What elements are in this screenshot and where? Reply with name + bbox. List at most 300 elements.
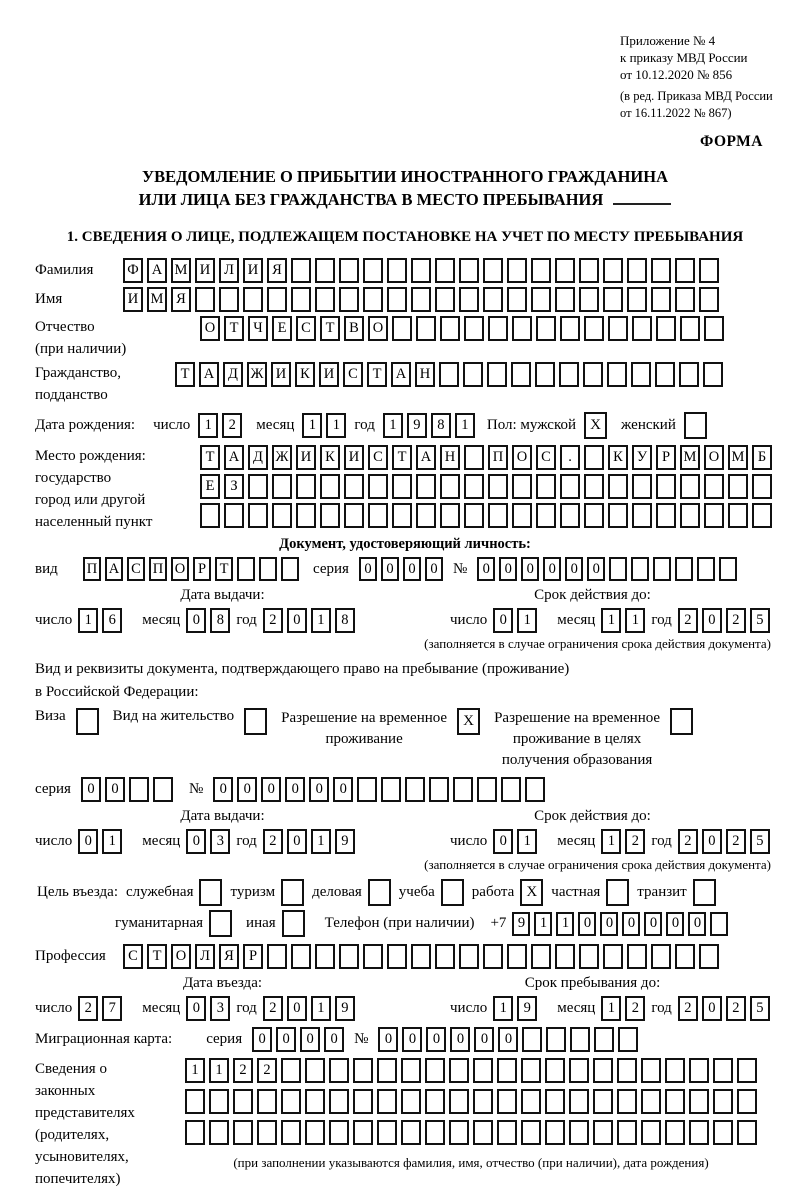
- char-cell[interactable]: 0: [493, 608, 513, 633]
- char-cell[interactable]: [641, 1089, 661, 1114]
- char-cell[interactable]: 0: [378, 1027, 398, 1052]
- char-cell[interactable]: 1: [198, 413, 218, 438]
- char-cell[interactable]: 1: [601, 608, 621, 633]
- char-cell[interactable]: [237, 557, 255, 581]
- char-cell[interactable]: [440, 503, 460, 528]
- char-cell[interactable]: М: [728, 445, 748, 470]
- char-cell[interactable]: [545, 1120, 565, 1145]
- char-cell[interactable]: [291, 287, 311, 312]
- char-cell[interactable]: Е: [272, 316, 292, 341]
- char-cell[interactable]: [272, 474, 292, 499]
- char-cell[interactable]: Б: [752, 445, 772, 470]
- char-cell[interactable]: П: [149, 557, 167, 581]
- char-cell[interactable]: 7: [102, 996, 122, 1021]
- char-cell[interactable]: 0: [666, 912, 684, 936]
- char-cell[interactable]: [453, 777, 473, 802]
- char-cell[interactable]: 9: [335, 996, 355, 1021]
- char-cell[interactable]: [627, 287, 647, 312]
- purpose-transit-checkbox[interactable]: [693, 879, 716, 906]
- char-cell[interactable]: [603, 258, 623, 283]
- char-cell[interactable]: [531, 944, 551, 969]
- char-cell[interactable]: [405, 777, 425, 802]
- char-cell[interactable]: [719, 557, 737, 581]
- char-cell[interactable]: 8: [335, 608, 355, 633]
- char-cell[interactable]: [392, 316, 412, 341]
- char-cell[interactable]: 0: [543, 557, 561, 581]
- temporary-residence-education-checkbox[interactable]: [670, 708, 693, 735]
- char-cell[interactable]: [344, 503, 364, 528]
- char-cell[interactable]: 0: [425, 557, 443, 581]
- char-cell[interactable]: [477, 777, 497, 802]
- char-cell[interactable]: Н: [415, 362, 435, 387]
- char-cell[interactable]: [281, 1089, 301, 1114]
- char-cell[interactable]: [153, 777, 173, 802]
- char-cell[interactable]: 1: [601, 829, 621, 854]
- char-cell[interactable]: [329, 1120, 349, 1145]
- char-cell[interactable]: [656, 474, 676, 499]
- char-cell[interactable]: [429, 777, 449, 802]
- char-cell[interactable]: [656, 316, 676, 341]
- char-cell[interactable]: К: [320, 445, 340, 470]
- char-cell[interactable]: 2: [625, 996, 645, 1021]
- char-cell[interactable]: [593, 1120, 613, 1145]
- char-cell[interactable]: [631, 557, 649, 581]
- char-cell[interactable]: 5: [750, 829, 770, 854]
- char-cell[interactable]: [555, 258, 575, 283]
- char-cell[interactable]: Т: [215, 557, 233, 581]
- char-cell[interactable]: [728, 474, 748, 499]
- char-cell[interactable]: Р: [193, 557, 211, 581]
- char-cell[interactable]: [559, 362, 579, 387]
- char-cell[interactable]: [416, 474, 436, 499]
- char-cell[interactable]: [416, 503, 436, 528]
- char-cell[interactable]: [651, 258, 671, 283]
- char-cell[interactable]: З: [224, 474, 244, 499]
- char-cell[interactable]: [387, 258, 407, 283]
- char-cell[interactable]: [425, 1120, 445, 1145]
- char-cell[interactable]: [464, 445, 484, 470]
- char-cell[interactable]: [219, 287, 239, 312]
- char-cell[interactable]: [608, 503, 628, 528]
- char-cell[interactable]: Ж: [272, 445, 292, 470]
- char-cell[interactable]: [449, 1120, 469, 1145]
- char-cell[interactable]: [545, 1058, 565, 1083]
- char-cell[interactable]: [353, 1089, 373, 1114]
- char-cell[interactable]: 1: [493, 996, 513, 1021]
- char-cell[interactable]: [200, 503, 220, 528]
- char-cell[interactable]: 0: [498, 1027, 518, 1052]
- char-cell[interactable]: Ч: [248, 316, 268, 341]
- char-cell[interactable]: [315, 258, 335, 283]
- char-cell[interactable]: 0: [702, 829, 722, 854]
- char-cell[interactable]: [440, 474, 460, 499]
- male-checkbox[interactable]: X: [584, 412, 607, 439]
- char-cell[interactable]: [641, 1058, 661, 1083]
- char-cell[interactable]: Я: [267, 258, 287, 283]
- char-cell[interactable]: [536, 316, 556, 341]
- char-cell[interactable]: [618, 1027, 638, 1052]
- char-cell[interactable]: [439, 362, 459, 387]
- purpose-private-checkbox[interactable]: [606, 879, 629, 906]
- char-cell[interactable]: [272, 503, 292, 528]
- char-cell[interactable]: 2: [726, 829, 746, 854]
- char-cell[interactable]: 2: [257, 1058, 277, 1083]
- char-cell[interactable]: О: [171, 557, 189, 581]
- char-cell[interactable]: [665, 1089, 685, 1114]
- char-cell[interactable]: [401, 1058, 421, 1083]
- char-cell[interactable]: [320, 474, 340, 499]
- char-cell[interactable]: [425, 1058, 445, 1083]
- char-cell[interactable]: [737, 1058, 757, 1083]
- char-cell[interactable]: [737, 1120, 757, 1145]
- char-cell[interactable]: 1: [302, 413, 322, 438]
- char-cell[interactable]: О: [512, 445, 532, 470]
- char-cell[interactable]: [411, 944, 431, 969]
- purpose-business-checkbox[interactable]: [368, 879, 391, 906]
- char-cell[interactable]: [185, 1120, 205, 1145]
- char-cell[interactable]: [689, 1058, 709, 1083]
- char-cell[interactable]: 0: [381, 557, 399, 581]
- char-cell[interactable]: 0: [285, 777, 305, 802]
- char-cell[interactable]: [353, 1058, 373, 1083]
- char-cell[interactable]: 0: [450, 1027, 470, 1052]
- char-cell[interactable]: [440, 316, 460, 341]
- char-cell[interactable]: 0: [333, 777, 353, 802]
- char-cell[interactable]: 0: [702, 996, 722, 1021]
- char-cell[interactable]: [752, 474, 772, 499]
- char-cell[interactable]: [377, 1058, 397, 1083]
- char-cell[interactable]: [653, 557, 671, 581]
- char-cell[interactable]: А: [391, 362, 411, 387]
- char-cell[interactable]: 0: [213, 777, 233, 802]
- char-cell[interactable]: 1: [209, 1058, 229, 1083]
- char-cell[interactable]: 1: [455, 413, 475, 438]
- char-cell[interactable]: 0: [578, 912, 596, 936]
- char-cell[interactable]: [497, 1120, 517, 1145]
- char-cell[interactable]: [483, 944, 503, 969]
- char-cell[interactable]: [248, 474, 268, 499]
- char-cell[interactable]: [473, 1120, 493, 1145]
- char-cell[interactable]: 0: [622, 912, 640, 936]
- char-cell[interactable]: [535, 362, 555, 387]
- char-cell[interactable]: [224, 503, 244, 528]
- char-cell[interactable]: [675, 258, 695, 283]
- char-cell[interactable]: [512, 474, 532, 499]
- char-cell[interactable]: [387, 287, 407, 312]
- char-cell[interactable]: [569, 1089, 589, 1114]
- char-cell[interactable]: [704, 503, 724, 528]
- char-cell[interactable]: 1: [311, 608, 331, 633]
- char-cell[interactable]: [560, 316, 580, 341]
- char-cell[interactable]: [305, 1058, 325, 1083]
- char-cell[interactable]: [569, 1120, 589, 1145]
- char-cell[interactable]: [699, 258, 719, 283]
- char-cell[interactable]: [185, 1089, 205, 1114]
- temporary-residence-checkbox[interactable]: X: [457, 708, 480, 735]
- char-cell[interactable]: О: [704, 445, 724, 470]
- char-cell[interactable]: 0: [237, 777, 257, 802]
- char-cell[interactable]: [459, 258, 479, 283]
- char-cell[interactable]: [377, 1120, 397, 1145]
- char-cell[interactable]: [697, 557, 715, 581]
- char-cell[interactable]: [267, 944, 287, 969]
- char-cell[interactable]: [689, 1089, 709, 1114]
- char-cell[interactable]: [497, 1089, 517, 1114]
- char-cell[interactable]: Л: [219, 258, 239, 283]
- char-cell[interactable]: [728, 503, 748, 528]
- char-cell[interactable]: [377, 1089, 397, 1114]
- char-cell[interactable]: [593, 1058, 613, 1083]
- char-cell[interactable]: У: [632, 445, 652, 470]
- char-cell[interactable]: С: [536, 445, 556, 470]
- char-cell[interactable]: [257, 1120, 277, 1145]
- char-cell[interactable]: [665, 1120, 685, 1145]
- char-cell[interactable]: [680, 316, 700, 341]
- purpose-work-checkbox[interactable]: X: [520, 879, 543, 906]
- char-cell[interactable]: 0: [81, 777, 101, 802]
- char-cell[interactable]: Д: [223, 362, 243, 387]
- char-cell[interactable]: Т: [367, 362, 387, 387]
- char-cell[interactable]: [627, 944, 647, 969]
- char-cell[interactable]: О: [200, 316, 220, 341]
- char-cell[interactable]: [555, 287, 575, 312]
- char-cell[interactable]: [487, 362, 507, 387]
- char-cell[interactable]: [584, 503, 604, 528]
- char-cell[interactable]: [555, 944, 575, 969]
- char-cell[interactable]: Е: [200, 474, 220, 499]
- char-cell[interactable]: Т: [175, 362, 195, 387]
- char-cell[interactable]: А: [147, 258, 167, 283]
- char-cell[interactable]: [512, 503, 532, 528]
- char-cell[interactable]: [569, 1058, 589, 1083]
- char-cell[interactable]: 1: [311, 996, 331, 1021]
- char-cell[interactable]: 2: [78, 996, 98, 1021]
- char-cell[interactable]: 2: [726, 608, 746, 633]
- char-cell[interactable]: [710, 912, 728, 936]
- char-cell[interactable]: [296, 503, 316, 528]
- char-cell[interactable]: [584, 445, 604, 470]
- char-cell[interactable]: [329, 1058, 349, 1083]
- char-cell[interactable]: [655, 362, 675, 387]
- char-cell[interactable]: М: [171, 258, 191, 283]
- char-cell[interactable]: [259, 557, 277, 581]
- char-cell[interactable]: [425, 1089, 445, 1114]
- char-cell[interactable]: Р: [656, 445, 676, 470]
- char-cell[interactable]: 8: [431, 413, 451, 438]
- char-cell[interactable]: 0: [688, 912, 706, 936]
- char-cell[interactable]: [511, 362, 531, 387]
- char-cell[interactable]: 8: [210, 608, 230, 633]
- char-cell[interactable]: [522, 1027, 542, 1052]
- char-cell[interactable]: [546, 1027, 566, 1052]
- char-cell[interactable]: 0: [493, 829, 513, 854]
- char-cell[interactable]: С: [127, 557, 145, 581]
- char-cell[interactable]: [579, 258, 599, 283]
- char-cell[interactable]: [583, 362, 603, 387]
- char-cell[interactable]: 1: [185, 1058, 205, 1083]
- char-cell[interactable]: 0: [324, 1027, 344, 1052]
- char-cell[interactable]: [129, 777, 149, 802]
- char-cell[interactable]: [411, 287, 431, 312]
- char-cell[interactable]: 1: [311, 829, 331, 854]
- char-cell[interactable]: [291, 944, 311, 969]
- char-cell[interactable]: Т: [200, 445, 220, 470]
- char-cell[interactable]: [704, 316, 724, 341]
- char-cell[interactable]: 2: [678, 829, 698, 854]
- char-cell[interactable]: [248, 503, 268, 528]
- char-cell[interactable]: [713, 1089, 733, 1114]
- char-cell[interactable]: [632, 474, 652, 499]
- char-cell[interactable]: [703, 362, 723, 387]
- char-cell[interactable]: 1: [517, 829, 537, 854]
- char-cell[interactable]: О: [368, 316, 388, 341]
- char-cell[interactable]: 0: [587, 557, 605, 581]
- char-cell[interactable]: П: [83, 557, 101, 581]
- char-cell[interactable]: [699, 944, 719, 969]
- char-cell[interactable]: [675, 557, 693, 581]
- char-cell[interactable]: [357, 777, 377, 802]
- char-cell[interactable]: [608, 474, 628, 499]
- char-cell[interactable]: [368, 503, 388, 528]
- char-cell[interactable]: 0: [403, 557, 421, 581]
- char-cell[interactable]: [608, 316, 628, 341]
- char-cell[interactable]: [609, 557, 627, 581]
- char-cell[interactable]: К: [295, 362, 315, 387]
- char-cell[interactable]: [305, 1120, 325, 1145]
- char-cell[interactable]: [560, 503, 580, 528]
- purpose-study-checkbox[interactable]: [441, 879, 464, 906]
- female-checkbox[interactable]: [684, 412, 707, 439]
- char-cell[interactable]: Т: [392, 445, 412, 470]
- char-cell[interactable]: [483, 287, 503, 312]
- char-cell[interactable]: [521, 1120, 541, 1145]
- char-cell[interactable]: 1: [556, 912, 574, 936]
- char-cell[interactable]: 0: [276, 1027, 296, 1052]
- char-cell[interactable]: [521, 1058, 541, 1083]
- char-cell[interactable]: 2: [726, 996, 746, 1021]
- char-cell[interactable]: 0: [309, 777, 329, 802]
- char-cell[interactable]: [699, 287, 719, 312]
- char-cell[interactable]: [752, 503, 772, 528]
- char-cell[interactable]: 9: [407, 413, 427, 438]
- char-cell[interactable]: [339, 258, 359, 283]
- char-cell[interactable]: [296, 474, 316, 499]
- char-cell[interactable]: [233, 1120, 253, 1145]
- char-cell[interactable]: [315, 287, 335, 312]
- char-cell[interactable]: 0: [105, 777, 125, 802]
- char-cell[interactable]: А: [224, 445, 244, 470]
- char-cell[interactable]: Т: [147, 944, 167, 969]
- char-cell[interactable]: [584, 316, 604, 341]
- char-cell[interactable]: [315, 944, 335, 969]
- char-cell[interactable]: И: [296, 445, 316, 470]
- char-cell[interactable]: 0: [300, 1027, 320, 1052]
- char-cell[interactable]: 2: [263, 829, 283, 854]
- char-cell[interactable]: [363, 258, 383, 283]
- char-cell[interactable]: 0: [474, 1027, 494, 1052]
- char-cell[interactable]: [536, 503, 556, 528]
- char-cell[interactable]: [531, 258, 551, 283]
- char-cell[interactable]: К: [608, 445, 628, 470]
- char-cell[interactable]: [281, 1120, 301, 1145]
- char-cell[interactable]: 0: [287, 829, 307, 854]
- char-cell[interactable]: [617, 1120, 637, 1145]
- char-cell[interactable]: [632, 503, 652, 528]
- char-cell[interactable]: И: [319, 362, 339, 387]
- char-cell[interactable]: [603, 944, 623, 969]
- char-cell[interactable]: Ж: [247, 362, 267, 387]
- char-cell[interactable]: [632, 316, 652, 341]
- char-cell[interactable]: [570, 1027, 590, 1052]
- char-cell[interactable]: [545, 1089, 565, 1114]
- char-cell[interactable]: Л: [195, 944, 215, 969]
- purpose-humanitarian-checkbox[interactable]: [209, 910, 232, 937]
- char-cell[interactable]: И: [195, 258, 215, 283]
- char-cell[interactable]: [353, 1120, 373, 1145]
- char-cell[interactable]: [507, 258, 527, 283]
- char-cell[interactable]: 2: [678, 608, 698, 633]
- char-cell[interactable]: С: [296, 316, 316, 341]
- char-cell[interactable]: С: [368, 445, 388, 470]
- char-cell[interactable]: И: [271, 362, 291, 387]
- char-cell[interactable]: [281, 557, 299, 581]
- char-cell[interactable]: [675, 944, 695, 969]
- char-cell[interactable]: [363, 944, 383, 969]
- char-cell[interactable]: [416, 316, 436, 341]
- char-cell[interactable]: [501, 777, 521, 802]
- char-cell[interactable]: 0: [477, 557, 495, 581]
- char-cell[interactable]: 0: [287, 608, 307, 633]
- char-cell[interactable]: [507, 944, 527, 969]
- char-cell[interactable]: [435, 944, 455, 969]
- char-cell[interactable]: 2: [263, 996, 283, 1021]
- char-cell[interactable]: [435, 258, 455, 283]
- char-cell[interactable]: [195, 287, 215, 312]
- residence-permit-checkbox[interactable]: [244, 708, 267, 735]
- char-cell[interactable]: [713, 1120, 733, 1145]
- char-cell[interactable]: [521, 1089, 541, 1114]
- purpose-official-checkbox[interactable]: [199, 879, 222, 906]
- char-cell[interactable]: [641, 1120, 661, 1145]
- char-cell[interactable]: С: [343, 362, 363, 387]
- char-cell[interactable]: [363, 287, 383, 312]
- char-cell[interactable]: [584, 474, 604, 499]
- char-cell[interactable]: И: [243, 258, 263, 283]
- char-cell[interactable]: [579, 944, 599, 969]
- purpose-tourism-checkbox[interactable]: [281, 879, 304, 906]
- char-cell[interactable]: [449, 1058, 469, 1083]
- char-cell[interactable]: 0: [252, 1027, 272, 1052]
- char-cell[interactable]: А: [199, 362, 219, 387]
- char-cell[interactable]: 2: [233, 1058, 253, 1083]
- char-cell[interactable]: 3: [210, 829, 230, 854]
- char-cell[interactable]: Т: [320, 316, 340, 341]
- char-cell[interactable]: [459, 287, 479, 312]
- char-cell[interactable]: [488, 316, 508, 341]
- char-cell[interactable]: [209, 1089, 229, 1114]
- char-cell[interactable]: 2: [678, 996, 698, 1021]
- char-cell[interactable]: [593, 1089, 613, 1114]
- char-cell[interactable]: 1: [326, 413, 346, 438]
- char-cell[interactable]: 1: [383, 413, 403, 438]
- char-cell[interactable]: Д: [248, 445, 268, 470]
- char-cell[interactable]: 1: [517, 608, 537, 633]
- char-cell[interactable]: .: [560, 445, 580, 470]
- char-cell[interactable]: [497, 1058, 517, 1083]
- char-cell[interactable]: Р: [243, 944, 263, 969]
- char-cell[interactable]: 6: [102, 608, 122, 633]
- char-cell[interactable]: 1: [601, 996, 621, 1021]
